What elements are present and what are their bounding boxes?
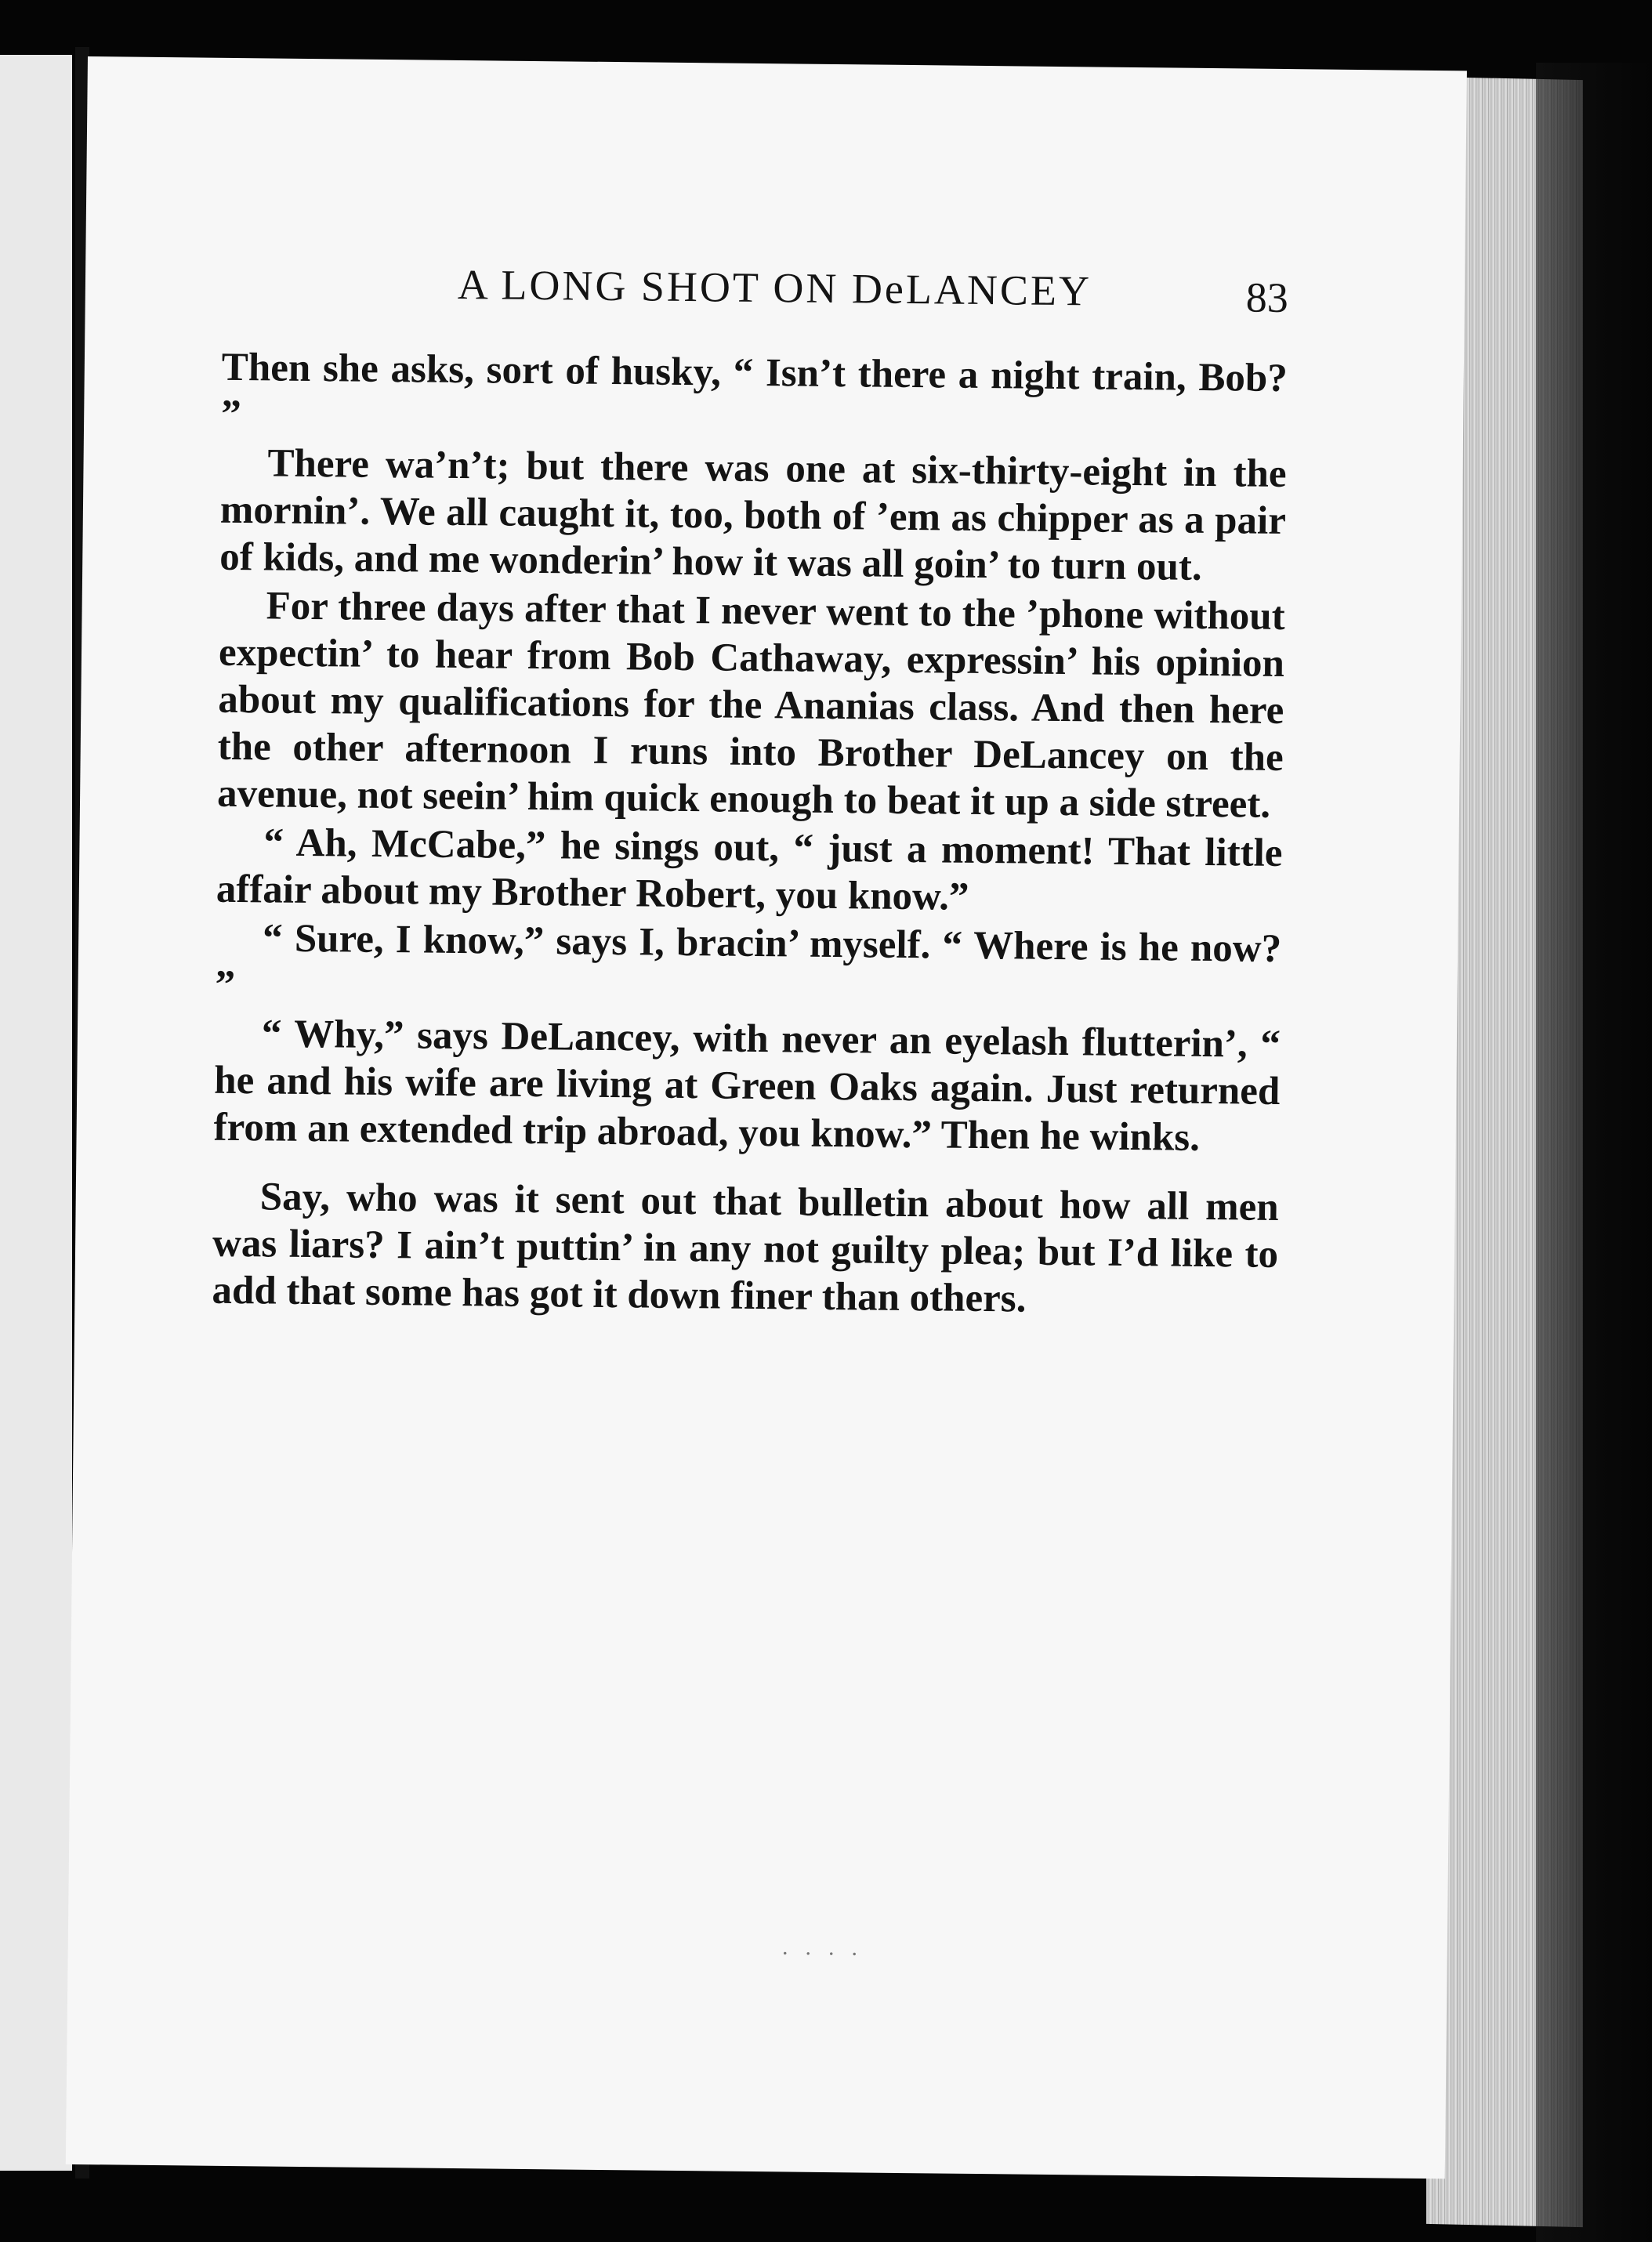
- edge-shadow: [1536, 63, 1652, 2242]
- facing-page-edge: [0, 55, 72, 2171]
- paragraph-4: “ Ah, McCabe,” he sings out, “ just a moment! That little affair about my Brother Robert, you know.”: [216, 820, 1283, 919]
- page-content: [212, 258, 1288, 1327]
- footer-mark: · · · ·: [781, 1940, 864, 1968]
- paragraph-6: “ Why,” says DeLancey, with never an eyelash flutterin’, “ he and his wife are living at Green Oaks again. Just returned from an extended trip abroad, you know.” Then he winks.: [213, 1012, 1281, 1160]
- running-head: [222, 258, 1288, 355]
- page-number: 83: [1245, 273, 1289, 322]
- paragraph-1: Then she asks, sort of husky, “ Isn’t there a night train, Bob? ”: [220, 345, 1288, 437]
- paragraph-2: There wa’n’t; but there was one at six-thirty-eight in the mornin’. We all caught it, too, both of ’em as chipper as a pair of kids, and me wonderin’ how it was all goin’ to turn out.: [219, 441, 1287, 589]
- paragraph-7: Say, who was it sent out that bulletin about how all men was liars? I ain’t puttin’ in any not guilty plea; but I’d like to add that some has got it down finer than others.: [212, 1175, 1279, 1321]
- paragraph-5: “ Sure, I know,” says I, bracin’ myself. “ Where is he now? ”: [215, 916, 1282, 1008]
- paragraph-3: For three days after that I never went to the ’phone without expectin’ to hear from Bob Cathaway, expressin’ his opinion about my qualifications for the Ananias class. And then here the other afternoon I runs into Brother DeLancey on the avenue, not seein’ him quick enough to beat it up a side street.: [216, 584, 1285, 827]
- book-page: [66, 56, 1467, 2179]
- running-title: A LONG SHOT ON DeLANCEY: [457, 260, 1092, 315]
